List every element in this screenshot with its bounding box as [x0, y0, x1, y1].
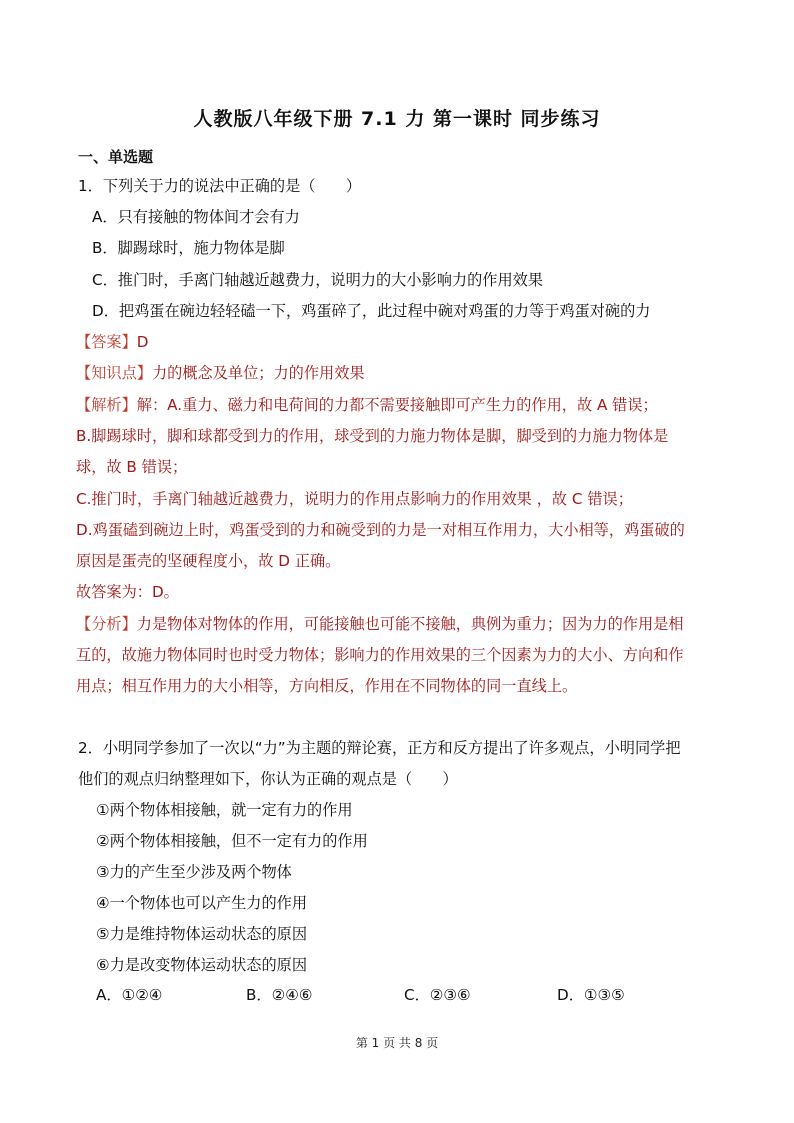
q1-option-b: B．脚踢球时，施力物体是脚 [92, 239, 285, 257]
comment-text: 力是物体对物体的作用，可能接触也可能不接触，典例为重力；因为力的作用是相 [136, 615, 684, 633]
q1-analysis-line: B.脚踢球时，脚和球都受到力的作用，球受到的力施力物体是脚，脚受到的力施力物体是 [76, 427, 669, 445]
analysis-tag: 【解析】 [76, 396, 137, 414]
q1-analysis-line: C.推门时，手离门轴越近越费力，说明力的作用点影响力的作用效果 ，故 C 错误； [76, 490, 633, 508]
q1-analysis-line: 原因是蛋壳的坚硬程度小，故 D 正确。 [76, 552, 341, 570]
q1-comment-line: 用点；相互作用力的大小相等，方向相反，作用在不同物体的同一直线上。 [76, 677, 578, 695]
q1-option-d: D．把鸡蛋在碗边轻轻磕一下，鸡蛋碎了，此过程中碗对鸡蛋的力等于鸡蛋对碗的力 [92, 302, 651, 320]
section-heading: 一、单选题 [78, 148, 154, 166]
comment-tag: 【分析】 [76, 615, 137, 633]
q2-choice-a: A．①②④ [96, 986, 163, 1004]
q1-analysis-line [76, 395, 658, 415]
q2-stem-line: 2．小明同学参加了一次以“力”为主题的辩论赛，正方和反方提出了许多观点，小明同学把 [78, 739, 681, 757]
q1-analysis-line: 故答案为：D。 [76, 583, 179, 601]
q1-answer [76, 332, 148, 352]
q1-option-c: C．推门时，手离门轴越近越费力，说明力的大小影响力的作用效果 [92, 271, 544, 289]
q1-analysis-line: 球，故 B 错误； [76, 458, 188, 476]
q1-comment-line [76, 614, 684, 634]
analysis-text: 解：A.重力、磁力和电荷间的力都不需要接触即可产生力的作用，故 A 错误； [136, 396, 658, 414]
answer-tag: 【答案】 [76, 333, 137, 351]
knowledge-value: 力的概念及单位；力的作用效果 [151, 364, 365, 382]
q2-item: ③力的产生至少涉及两个物体 [96, 863, 292, 881]
q1-stem: 1．下列关于力的说法中正确的是（ ） [78, 177, 362, 195]
q2-stem-line: 他们的观点归纳整理如下，你认为正确的观点是（ ） [78, 770, 458, 788]
q1-comment-line: 互的，故施力物体同时也时受力物体；影响力的作用效果的三个因素为力的大小、方向和作 [76, 646, 684, 664]
q2-choice-b: B．②④⑥ [246, 986, 313, 1004]
page-footer: 第 1 页 共 8 页 [355, 1036, 439, 1050]
q2-item: ②两个物体相接触，但不一定有力的作用 [96, 832, 368, 850]
q2-item: ①两个物体相接触，就一定有力的作用 [96, 801, 353, 819]
q2-item: ⑥力是改变物体运动状态的原因 [96, 956, 308, 974]
q2-choice-d: D．①③⑤ [557, 986, 625, 1004]
q1-analysis-line: D.鸡蛋磕到碗边上时，鸡蛋受到的力和碗受到的力是一对相互作用力，大小相等，鸡蛋破的 [76, 521, 685, 539]
answer-value: D [136, 333, 149, 351]
knowledge-tag: 【知识点】 [76, 364, 152, 382]
q2-choice-c: C．②③⑥ [404, 986, 471, 1004]
q2-item: ④一个物体也可以产生力的作用 [96, 894, 308, 912]
q1-knowledge [76, 363, 365, 383]
page-title: 人教版八年级下册 7.1 力 第一课时 同步练习 [193, 108, 601, 130]
q2-item: ⑤力是维持物体运动状态的原因 [96, 925, 308, 943]
q1-option-a: A．只有接触的物体间才会有力 [92, 208, 300, 226]
